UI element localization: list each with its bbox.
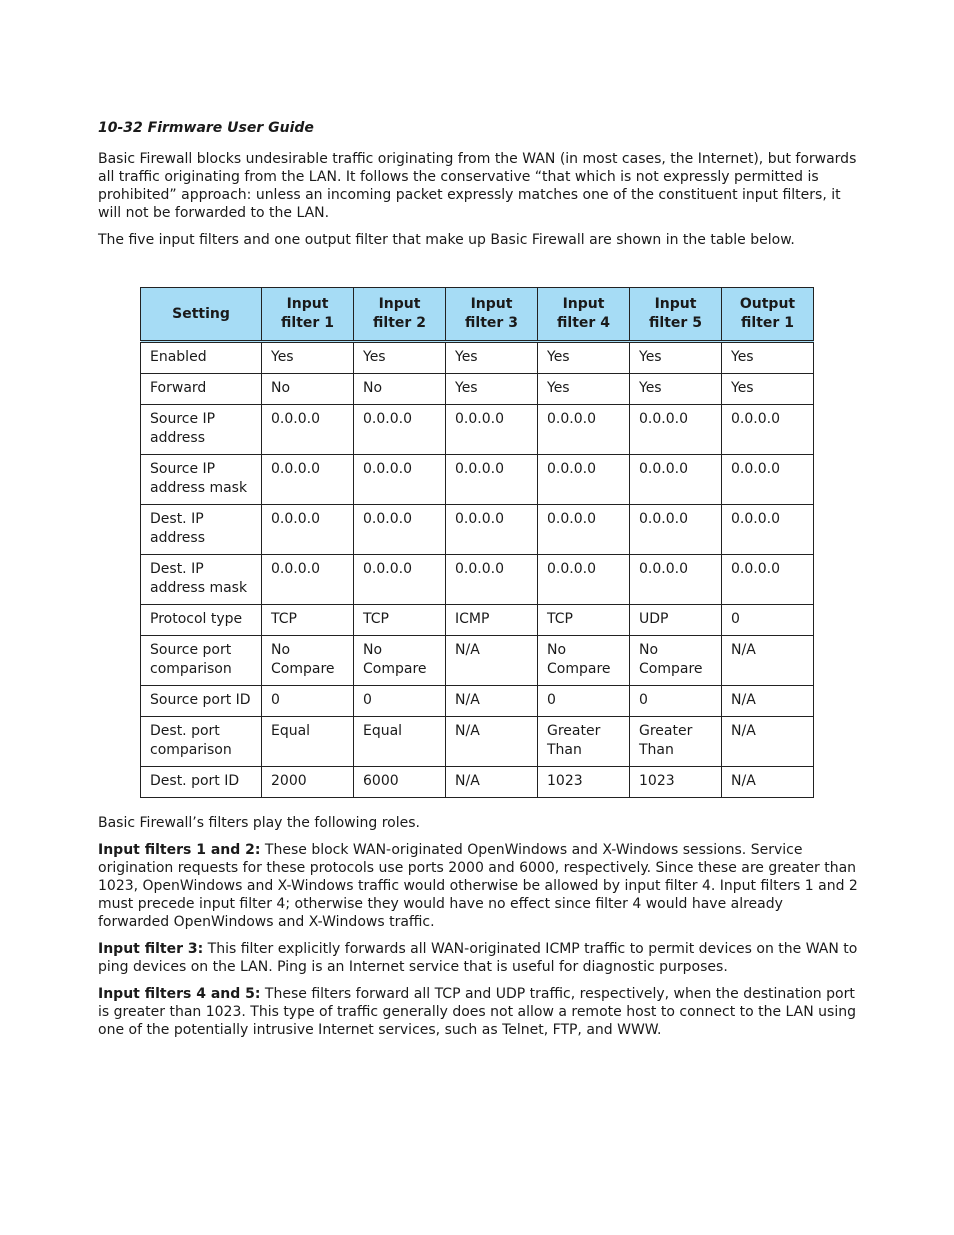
header-input-filter-2: Input filter 2 [354, 288, 446, 342]
table-cell: 0 [538, 686, 630, 717]
table-cell: TCP [262, 605, 354, 636]
row-setting-label: Dest. IP address mask [141, 555, 262, 605]
note-input-filter-3 [98, 940, 858, 976]
table-cell: 0.0.0.0 [630, 505, 722, 555]
table-cell: No Compare [262, 636, 354, 686]
intro-paragraph-1: Basic Firewall blocks undesirable traffic originating from the WAN (in most cases, the Internet), but forwards all traffic originating from the LAN. It follows the conservative “that which is not expressly permitted is prohibited” approach: unless an incoming packet expressly matches one of the constituent input filters, it will not be forwarded to the LAN. [98, 151, 857, 221]
table-cell: Equal [354, 717, 446, 767]
filter-roles-section [98, 814, 858, 1039]
table-cell: N/A [722, 686, 814, 717]
table-body [141, 342, 814, 798]
table-cell: Yes [262, 342, 354, 374]
table-cell: No Compare [630, 636, 722, 686]
table-cell: Yes [354, 342, 446, 374]
row-setting-label: Source IP address mask [141, 455, 262, 505]
table-cell: Yes [630, 374, 722, 405]
table-cell: 0.0.0.0 [354, 505, 446, 555]
row-setting-label: Dest. port ID [141, 767, 262, 798]
note-lead: Input filters 4 and 5: [98, 986, 261, 1002]
table-row [141, 342, 814, 374]
table-cell: 0.0.0.0 [262, 455, 354, 505]
header-setting: Setting [141, 288, 262, 342]
table-cell: 0.0.0.0 [630, 455, 722, 505]
table-row [141, 505, 814, 555]
roles-intro: Basic Firewall’s filters play the following roles. [98, 815, 420, 831]
table-cell: 1023 [538, 767, 630, 798]
table-cell: N/A [446, 636, 538, 686]
table-cell: 0.0.0.0 [630, 555, 722, 605]
table-cell: Yes [722, 342, 814, 374]
row-setting-label: Dest. IP address [141, 505, 262, 555]
note-lead: Input filters 1 and 2: [98, 842, 261, 858]
table-cell: 0.0.0.0 [538, 455, 630, 505]
firewall-filter-table [140, 287, 814, 798]
table-cell: 0.0.0.0 [354, 455, 446, 505]
page-header: 10-32 Firmware User Guide [98, 120, 314, 136]
row-setting-label: Source port comparison [141, 636, 262, 686]
intro-paragraph-2: The five input filters and one output filter that make up Basic Firewall are shown in the table below. [98, 232, 795, 248]
table-cell: N/A [722, 636, 814, 686]
header-input-filter-5: Input filter 5 [630, 288, 722, 342]
note-input-filters-4-5 [98, 985, 858, 1039]
table-cell: Yes [630, 342, 722, 374]
note-text: These filters forward all TCP and UDP traffic, respectively, when the destination port is greater than 1023. This type of traffic generally does not allow a remote host to connect to the LAN using one of the potentially intrusive Internet services, such as Telnet, FTP, and WWW. [98, 986, 856, 1038]
table-cell: Greater Than [630, 717, 722, 767]
header-output-filter-1: Output filter 1 [722, 288, 814, 342]
table-cell: Yes [538, 342, 630, 374]
table-cell: Yes [446, 374, 538, 405]
header-input-filter-3: Input filter 3 [446, 288, 538, 342]
table-cell: 0 [354, 686, 446, 717]
table-cell: 0.0.0.0 [262, 405, 354, 455]
table-cell: 0.0.0.0 [722, 555, 814, 605]
document-page [98, 116, 858, 1048]
row-setting-label: Protocol type [141, 605, 262, 636]
table-cell: 0 [722, 605, 814, 636]
table-cell: 0.0.0.0 [446, 455, 538, 505]
table-row [141, 717, 814, 767]
table-cell: Yes [538, 374, 630, 405]
table-cell: N/A [722, 717, 814, 767]
row-setting-label: Source IP address [141, 405, 262, 455]
table-row [141, 686, 814, 717]
row-setting-label: Dest. port comparison [141, 717, 262, 767]
header-input-filter-4: Input filter 4 [538, 288, 630, 342]
table-cell: 0.0.0.0 [630, 405, 722, 455]
table-cell: 1023 [630, 767, 722, 798]
table-cell: No Compare [538, 636, 630, 686]
table-header-row [141, 288, 814, 342]
table-cell: 0.0.0.0 [722, 455, 814, 505]
table-cell: 0.0.0.0 [262, 555, 354, 605]
table-row [141, 605, 814, 636]
row-setting-label: Source port ID [141, 686, 262, 717]
table-cell: TCP [354, 605, 446, 636]
table-cell: 0 [262, 686, 354, 717]
table-cell: 0.0.0.0 [538, 505, 630, 555]
note-lead: Input filter 3: [98, 941, 204, 957]
table-cell: TCP [538, 605, 630, 636]
table-cell: ICMP [446, 605, 538, 636]
table-cell: 0.0.0.0 [354, 405, 446, 455]
table-cell: 0.0.0.0 [354, 555, 446, 605]
table-cell: 0.0.0.0 [446, 555, 538, 605]
table-row [141, 455, 814, 505]
table-cell: 0.0.0.0 [722, 505, 814, 555]
table-cell: 0.0.0.0 [722, 405, 814, 455]
table-cell: 0.0.0.0 [538, 555, 630, 605]
table-cell: N/A [446, 767, 538, 798]
table-cell: UDP [630, 605, 722, 636]
row-setting-label: Enabled [141, 342, 262, 374]
table-row [141, 374, 814, 405]
table-cell: No [354, 374, 446, 405]
table-cell: 2000 [262, 767, 354, 798]
table-cell: N/A [446, 686, 538, 717]
table-cell: 0.0.0.0 [262, 505, 354, 555]
header-input-filter-1: Input filter 1 [262, 288, 354, 342]
table-row [141, 555, 814, 605]
table-cell: Yes [446, 342, 538, 374]
table-cell: 0 [630, 686, 722, 717]
note-input-filters-1-2 [98, 841, 858, 931]
table-row [141, 767, 814, 798]
table-cell: Greater Than [538, 717, 630, 767]
table-cell: 6000 [354, 767, 446, 798]
table-cell: 0.0.0.0 [538, 405, 630, 455]
table-cell: 0.0.0.0 [446, 405, 538, 455]
table-cell: N/A [722, 767, 814, 798]
note-text: These block WAN-originated OpenWindows and X-Windows sessions. Service origination requests for these protocols use ports 2000 and 6000, respectively. Since these are greater than 1023, OpenWindows and X-Windows traffic would otherwise be allowed by input filter 4. Input filters 1 and 2 must precede input filter 4; otherwise they would have no effect since filter 4 would have already forwarded OpenWindows and X-Windows traffic. [98, 842, 858, 930]
table-cell: Yes [722, 374, 814, 405]
table-row [141, 636, 814, 686]
table-cell: No [262, 374, 354, 405]
firewall-filter-table-wrapper [140, 287, 814, 798]
row-setting-label: Forward [141, 374, 262, 405]
table-cell: No Compare [354, 636, 446, 686]
table-cell: N/A [446, 717, 538, 767]
table-row [141, 405, 814, 455]
note-text: This filter explicitly forwards all WAN-originated ICMP traffic to permit devices on the WAN to ping devices on the LAN. Ping is an Internet service that is useful for diagnostic purposes. [98, 941, 858, 975]
table-cell: Equal [262, 717, 354, 767]
table-cell: 0.0.0.0 [446, 505, 538, 555]
